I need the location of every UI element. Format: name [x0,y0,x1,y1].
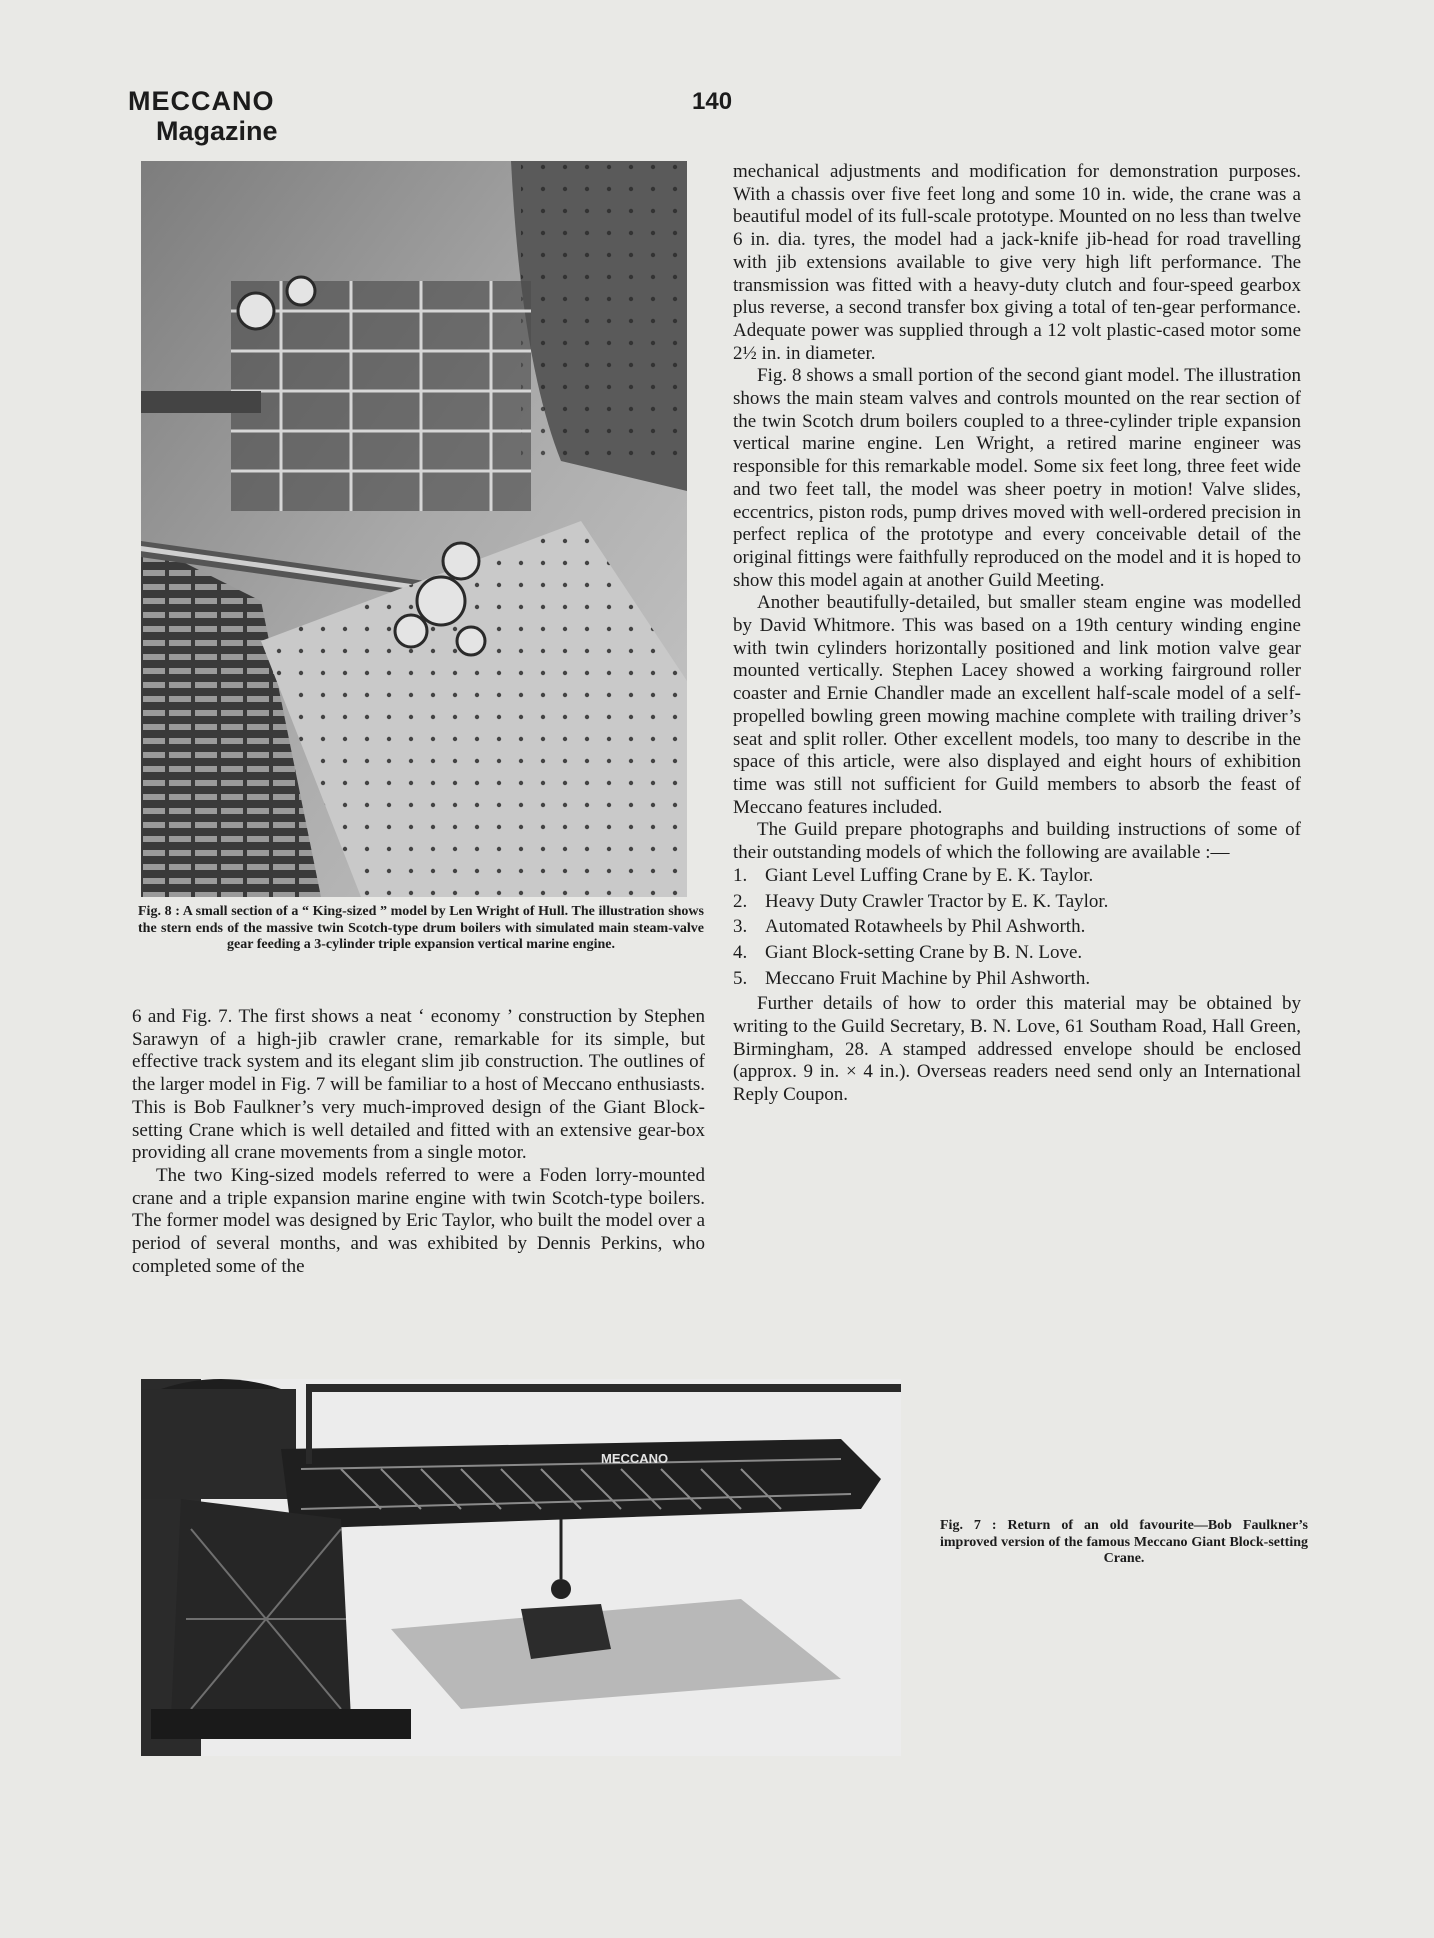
list-item: 3. Automated Rotawheels by Phil Ashworth. [733,916,1086,938]
fig7-caption: Fig. 7 : Return of an old favourite—Bob Faulkner’s improved version of the famous Meccano Giant Block-setting Crane. [940,1518,1308,1566]
fig7-photo [141,1379,901,1756]
list-item: 2. Heavy Duty Crawler Tractor by E. K. Taylor. [733,890,1109,912]
list-item: 5. Meccano Fruit Machine by Phil Ashworth. [733,967,1091,989]
fig8-caption: Fig. 8 : A small section of a “ King-sized ” model by Len Wright of Hull. The illustration shows the stern ends of the massive twin Scotch-type drum boilers with simulated main steam-valve gear feeding a 3-cylinder triple expansion vertical marine engine. [138,904,704,952]
masthead-title: MECCANO [128,86,275,116]
list-item: 1. Giant Level Luffing Crane by E. K. Taylor. [733,864,1094,886]
right-paragraph: The Guild prepare photographs and building instructions of some of their outstanding models of which the following are available :— [733,819,1301,864]
fig7-sign-text: MECCANO [601,1451,669,1466]
left-paragraph: 6 and Fig. 7. The first shows a neat ‘ economy ’ construction by Stephen Sarawyn of a high-jib crawler crane, remarkable for its simple, but effective track system and its elegant slim jib construction. The outlines of the larger model in Fig. 7 will be familiar to a host of Meccano enthusiasts. This is Bob Faulkner’s very much-improved design of the Giant Block-setting Crane which is well detailed and fitted with an extensive gear-box providing all crane movements from a single motor. [132,1006,705,1164]
right-paragraph: Further details of how to order this material may be obtained by writing to the Guild Secretary, B. N. Love, 61 Southam Road, Hall Green, Birmingham, 28. A stamped addressed envelope should be enclosed (approx. 9 in. × 4 in.). Overseas readers need send only an International Reply Coupon. [733,993,1301,1106]
masthead [128,86,278,146]
left-paragraph: The two King-sized models referred to were a Foden lorry-mounted crane and a triple expansion marine engine with twin Scotch-type boilers. The former model was designed by Eric Taylor, who built the model over a period of several months, and was exhibited by Dennis Perkins, who completed some of the [132,1164,705,1277]
right-column [733,161,1301,1107]
models-list [733,865,1301,991]
page-number: 140 [692,88,733,115]
right-paragraph: Another beautifully-detailed, but smaller steam engine was modelled by David Whitmore. This was based on a 19th century winding engine with twin cylinders horizontally positioned and link motion valve gear mounted vertically. Stephen Lacey showed a working fairground roller coaster and Ernie Chandler made an excellent half-scale model of a self-propelled bowling green mowing machine complete with trailing driver’s seat and split roller. Other excellent models, too many to describe in the space of this article, were also displayed and eight hours of exhibition time was still not sufficient for Guild members to absorb the feast of Meccano features included. [733,592,1301,818]
fig8-photo [141,161,687,897]
left-column [132,1006,705,1278]
masthead-subtitle: Magazine [156,116,278,146]
list-item: 4. Giant Block-setting Crane by B. N. Love. [733,941,1083,963]
right-paragraph: Fig. 8 shows a small portion of the second giant model. The illustration shows the main steam valves and controls mounted on the rear section of the twin Scotch drum boilers coupled to a three-cylinder triple expansion vertical marine engine. Len Wright, a retired marine engineer was responsible for this remarkable model. Some six feet long, three feet wide and two feet tall, the model was sheer poetry in motion! Valve slides, eccentrics, piston rods, pump drives moved with well-ordered precision in perfect replica of the prototype and every conceivable detail of the original fittings were faithfully reproduced on the model and it is hoped to show this model again at another Guild Meeting. [733,365,1301,591]
right-paragraph: mechanical adjustments and modification for demonstration purposes. With a chassis over five feet long and some 10 in. wide, the crane was a beautiful model of its full-scale prototype. Mounted on no less than twelve 6 in. dia. tyres, the model had a jack-knife jib-head for road travelling with jib extensions available to give very high lift performance. The transmission was fitted with a heavy-duty clutch and four-speed gearbox plus reverse, a second transfer box giving a total of ten-gear performance. Adequate power was supplied through a 12 volt plastic-cased motor some 2½ in. in diameter. [733,161,1301,364]
